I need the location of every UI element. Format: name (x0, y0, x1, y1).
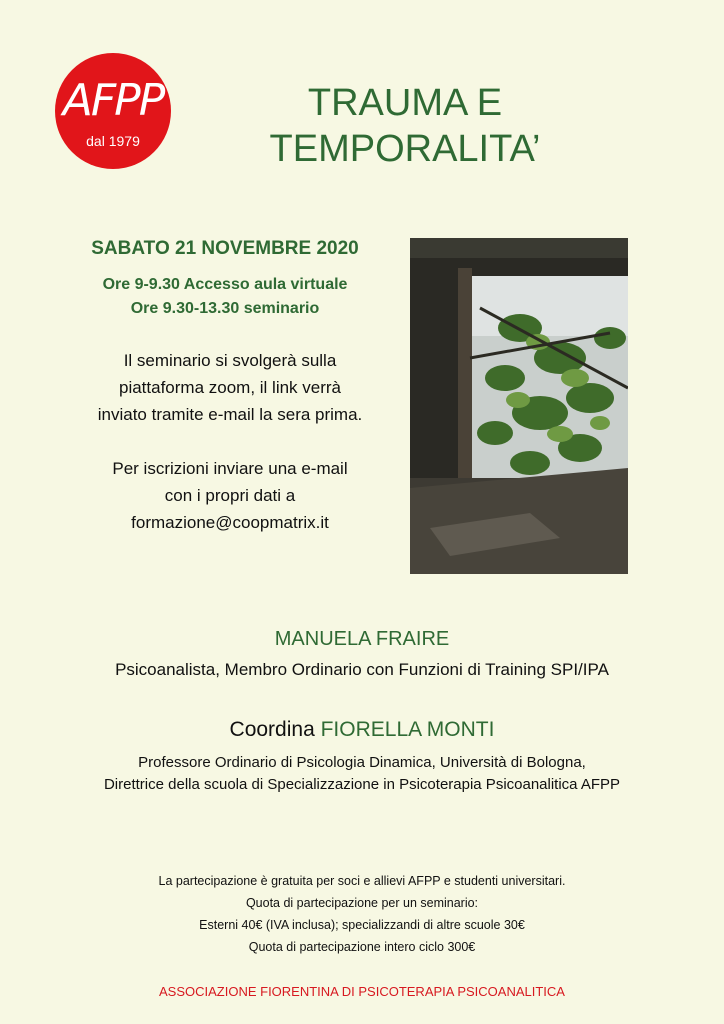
access-time: Ore 9-9.30 Accesso aula virtuale (102, 276, 348, 293)
seminar-time: Ore 9.30-13.30 seminario (130, 300, 320, 317)
fees-line-4: Quota di partecipazione intero ciclo 300€ (248, 940, 476, 954)
info-line-4: Per iscrizioni inviare una e-mail (112, 459, 348, 478)
logo-since: dal 1979 (86, 133, 140, 149)
title-line-2: TEMPORALITA’ (269, 128, 541, 170)
window-leaves-photo (410, 238, 628, 574)
speaker-role: Psicoanalista, Membro Ordinario con Funzioni di Training SPI/IPA (115, 660, 609, 679)
info-line-5: con i propri dati a (164, 486, 296, 505)
afpp-logo (55, 53, 171, 169)
event-date: SABATO 21 NOVEMBRE 2020 (91, 238, 359, 259)
contact-email: formazione@coopmatrix.it (131, 513, 329, 532)
fees-info (0, 870, 724, 958)
info-line-1: Il seminario si svolgerà sulla (123, 351, 337, 370)
coordinator-name: FIORELLA MONTI (320, 718, 495, 741)
coordinator-role-line-1: Professore Ordinario di Psicologia Dinamica, Università di Bologna, (138, 754, 586, 771)
coordinator-role-line-2: Direttrice della scuola di Specializzazione in Psicoterapia Psicoanalitica AFPP (103, 776, 621, 793)
logo-letters: AFPP (62, 75, 164, 126)
coordinator (0, 718, 724, 742)
fees-line-2: Quota di partecipazione per un seminario: (245, 896, 479, 910)
coordinator-prefix: Coordina (229, 718, 321, 741)
title-line-1: TRAUMA E (307, 82, 503, 124)
page-title (240, 80, 570, 172)
info-line-3: inviato tramite e-mail la sera prima. (97, 405, 363, 424)
coordinator-role (0, 752, 724, 796)
speaker-name: MANUELA FRAIRE (274, 628, 450, 650)
association-footer: ASSOCIAZIONE FIORENTINA DI PSICOTERAPIA PSICOANALITICA (159, 984, 565, 999)
event-times (60, 273, 390, 321)
info-line-2: piattaforma zoom, il link verrà (118, 378, 342, 397)
window-leaves-illustration (410, 238, 628, 574)
fees-line-3: Esterni 40€ (IVA inclusa); specializzandi di altre scuole 30€ (199, 918, 525, 932)
fees-line-1: La partecipazione è gratuita per soci e allievi AFPP e studenti universitari. (158, 874, 566, 888)
event-info (60, 347, 400, 536)
